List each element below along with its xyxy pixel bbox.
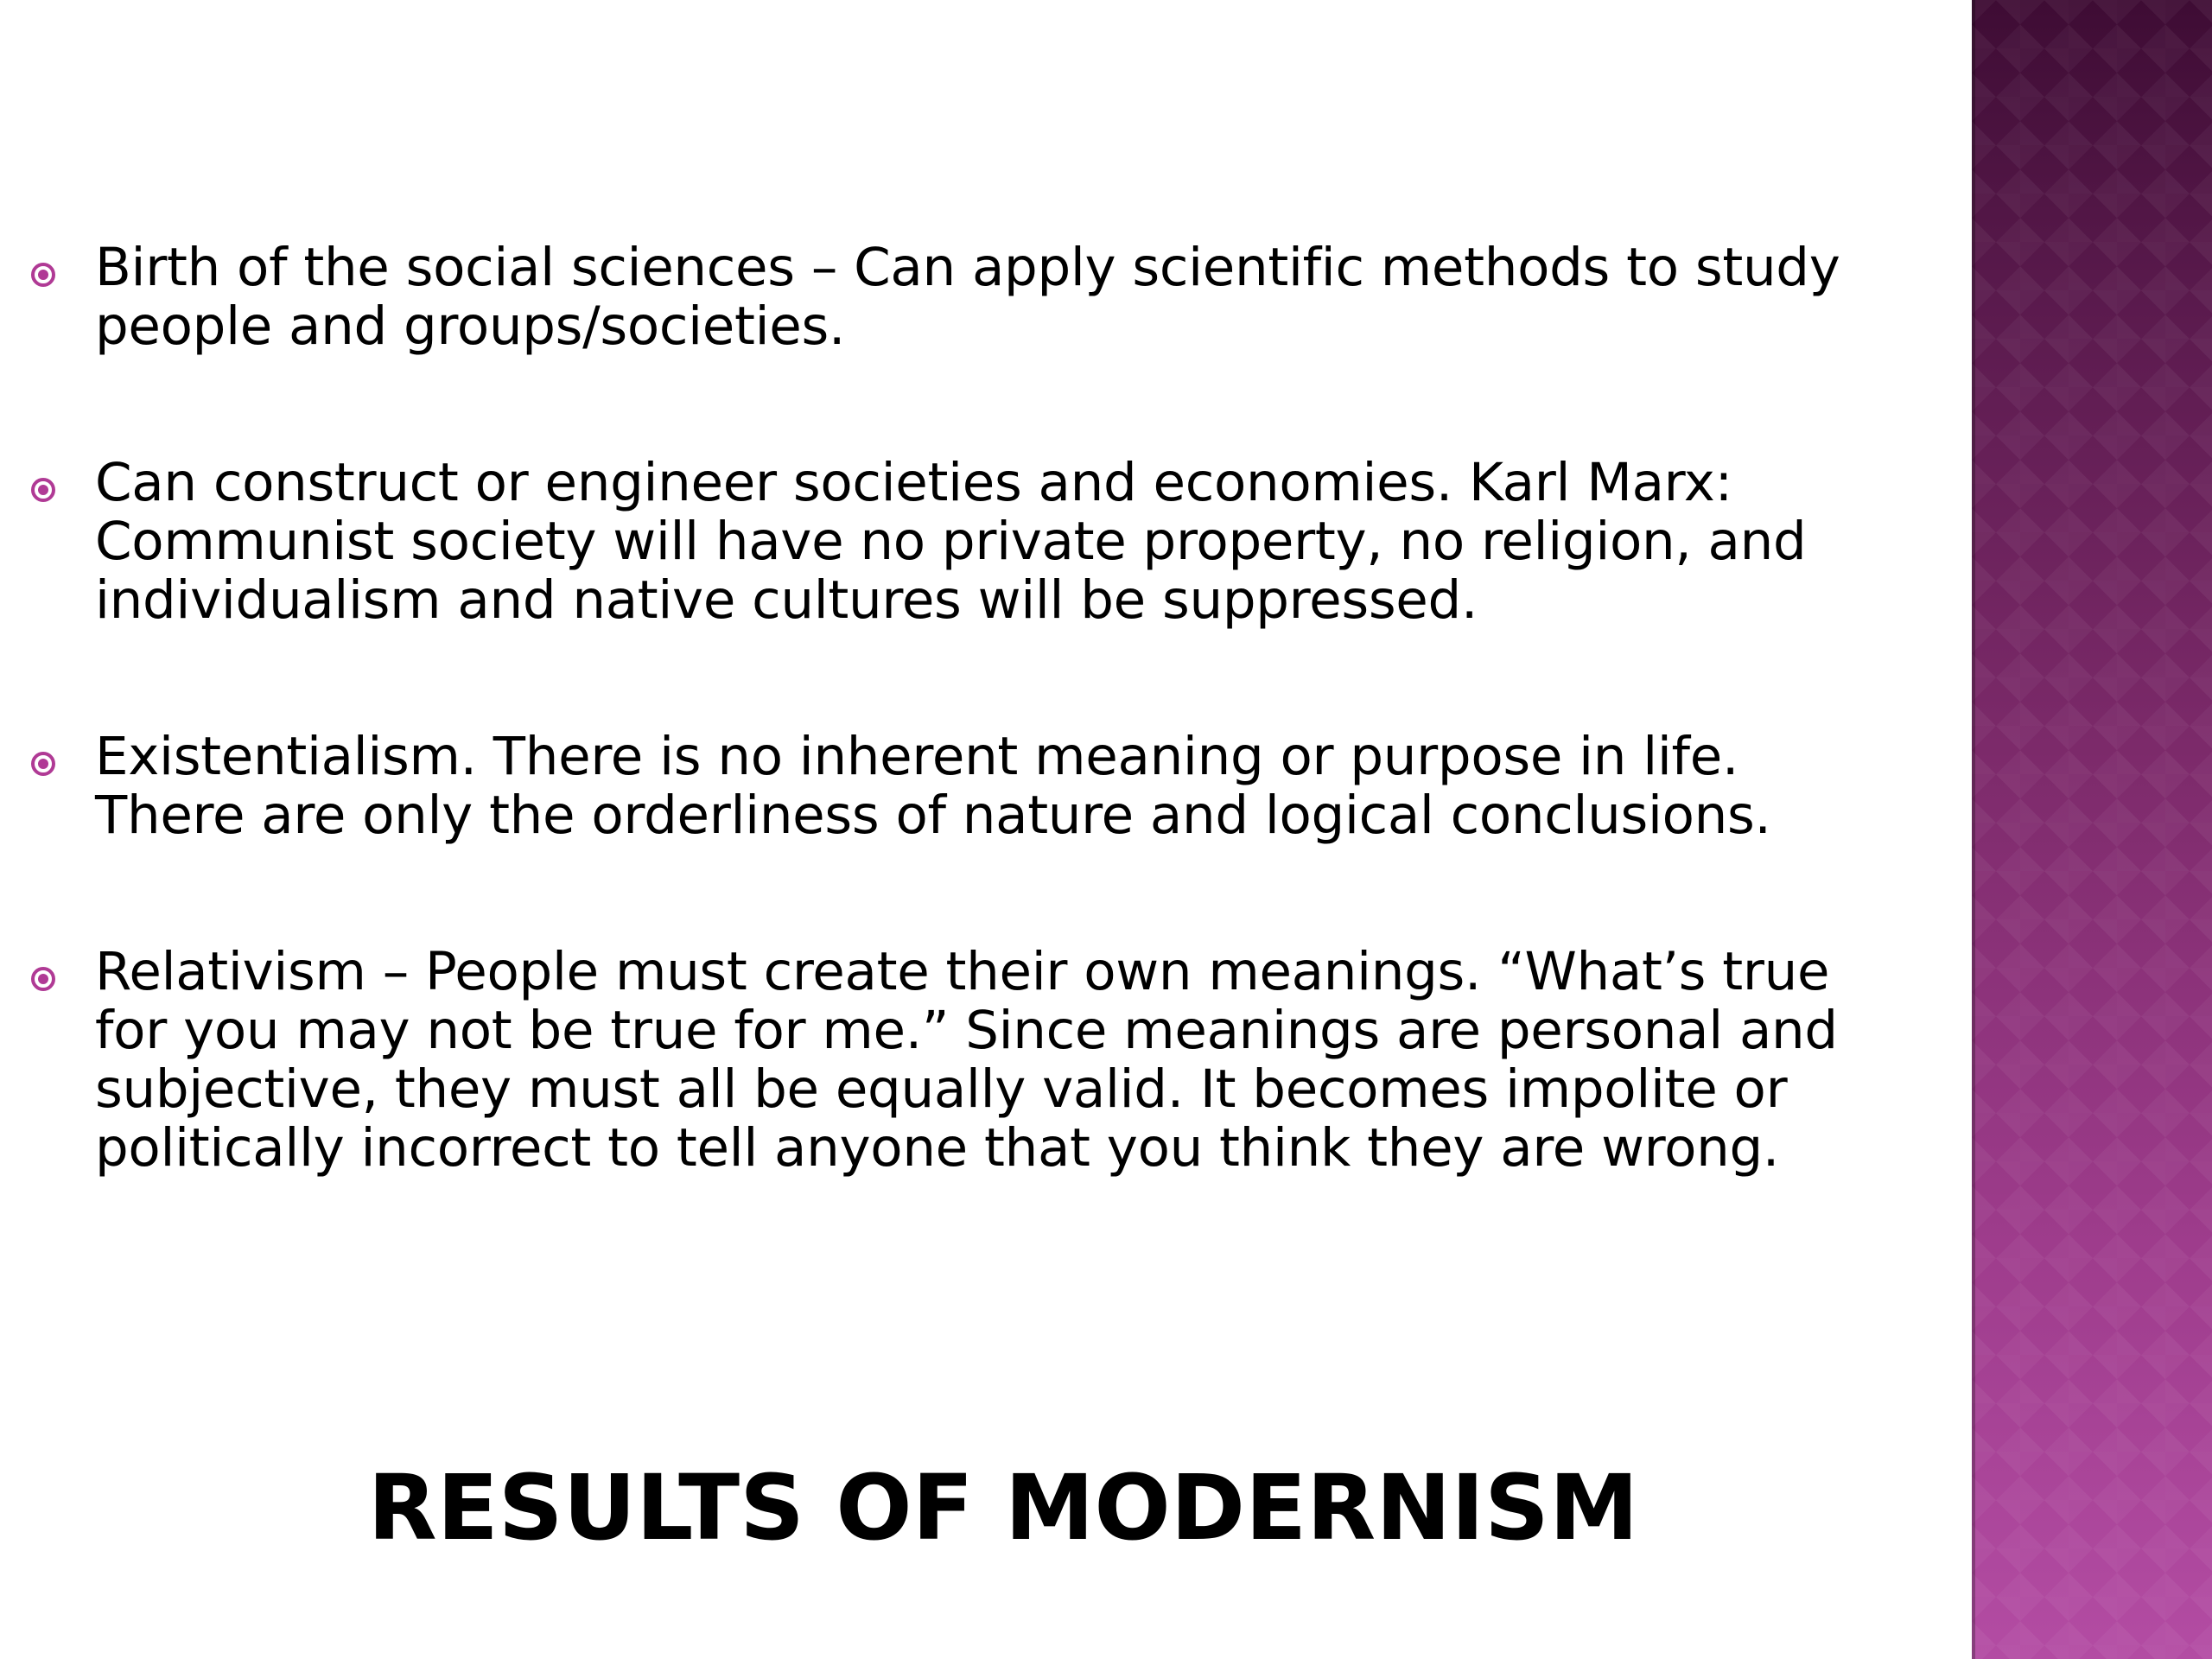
bullet-text: Can construct or engineer societies and economies. Karl Marx: Communist society will have no private property, no religion, and individualism and native cultures will be suppressed. <box>95 452 1807 631</box>
circled-dot-icon <box>31 263 55 287</box>
circled-dot-icon <box>31 967 55 991</box>
bullet-item-social-sciences <box>31 238 1958 356</box>
bullet-item-relativism <box>31 943 1958 1178</box>
bullet-list <box>31 238 1958 1178</box>
bullet-text: Birth of the social sciences – Can apply scientific methods to study people and groups/societies. <box>95 237 1840 357</box>
bullet-text: Existentialism. There is no inherent meaning or purpose in life. There are only the orderliness of nature and logical conclusions. <box>95 726 1771 846</box>
circled-dot-icon <box>31 478 55 502</box>
circled-dot-icon <box>31 752 55 776</box>
slide-title: RESULTS OF MODERNISM <box>367 1455 1639 1560</box>
bullet-item-engineer-societies <box>31 454 1958 630</box>
decorative-sidebar <box>1972 0 2212 1659</box>
bullet-item-existentialism <box>31 728 1958 845</box>
bullet-text: Relativism – People must create their own meanings. “What’s true for you may not be true for me.” Since meanings are personal and subjective, they must all be equally valid. It becomes impolite or politically incorrect to tell anyone that you think they are wrong. <box>95 941 1838 1179</box>
